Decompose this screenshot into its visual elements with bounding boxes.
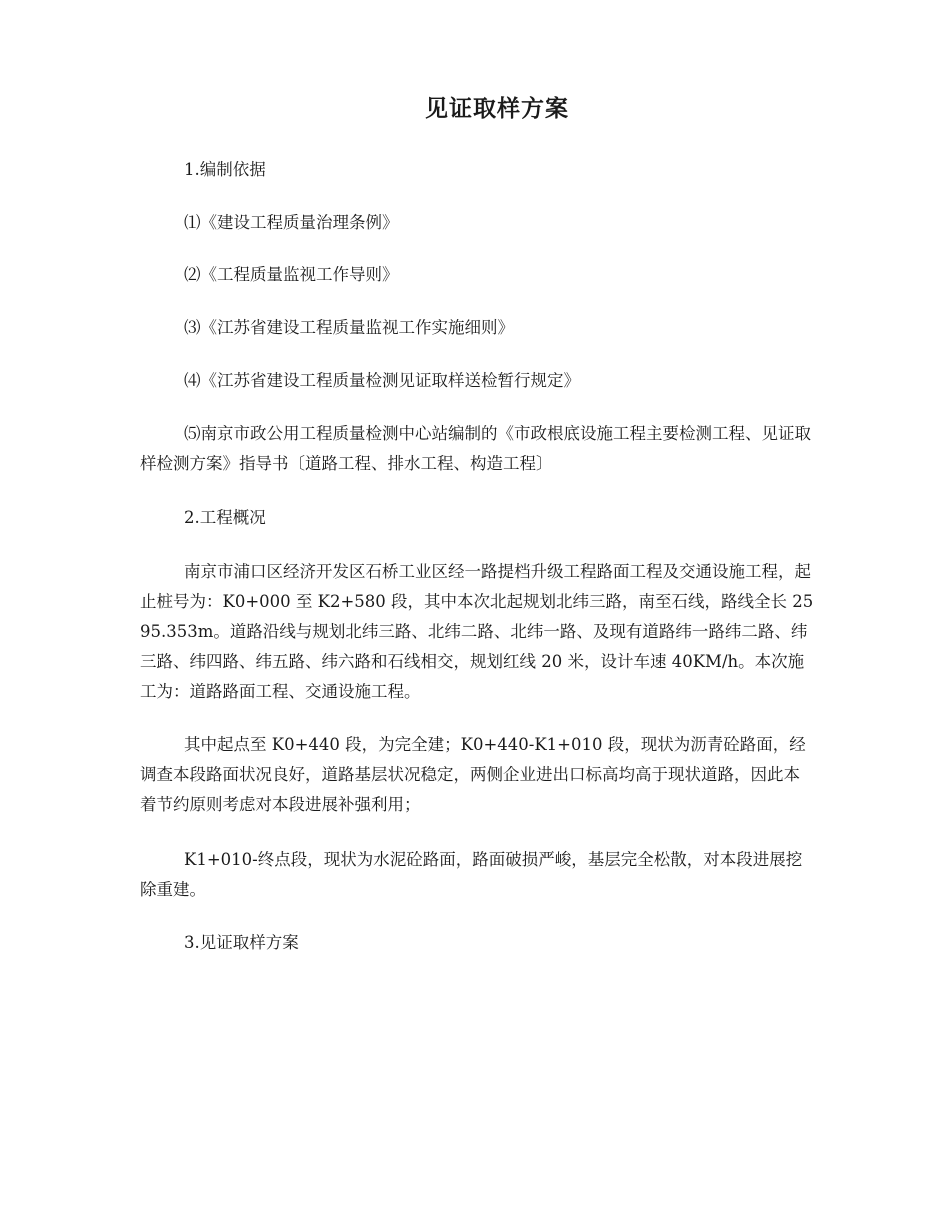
section-heading-overview: 2.工程概况 [184,508,266,527]
reference-item-5: ⑸南京市政公用工程质量检测中心站编制的《市政根底设施工程主要检测工程、见证取样检测方案》指导书〔道路工程、排水工程、构造工程〕 [140,424,811,473]
section-heading-basis: 1.编制依据 [184,160,266,179]
reference-item-4: ⑷《江苏省建设工程质量检测见证取样送检暂行规定》 [184,371,580,390]
section-heading-sampling-plan: 3.见证取样方案 [184,933,299,952]
reference-item-1: ⑴《建设工程质量治理条例》 [184,213,399,232]
reference-item-2: ⑵《工程质量监视工作导则》 [184,265,399,284]
paragraph-project-overview: 南京市浦口区经济开发区石桥工业区经一路提档升级工程路面工程及交通设施工程，起止桩号为：K0+000 至 K2+580 段，其中本次北起规划北纬三路，南至石线，路线全长 2595.353m。道路沿线与规划北纬三路、北纬二路、北纬一路、及现有道路纬一路纬二路、纬三路、纬四路、纬五路、纬六路和石线相交，规划红线 20 米，设计车速 40KM/h。本次施工为：道路路面工程、交通设施工程。 [140,562,814,701]
paragraph-segment-end: K1+010-终点段，现状为水泥砼路面，路面破损严峻，基层完全松散，对本段进展挖除重建。 [140,850,803,899]
document-title: 见证取样方案 [425,95,569,122]
paragraph-segment-start: 其中起点至 K0+440 段，为完全建；K0+440-K1+010 段，现状为沥青砼路面，经调查本段路面状况良好，道路基层状况稳定，两侧企业进出口标高均高于现状道路，因此本着节约原则考虑对本段进展补强利用； [140,735,806,814]
reference-item-3: ⑶《江苏省建设工程质量监视工作实施细则》 [184,318,514,337]
